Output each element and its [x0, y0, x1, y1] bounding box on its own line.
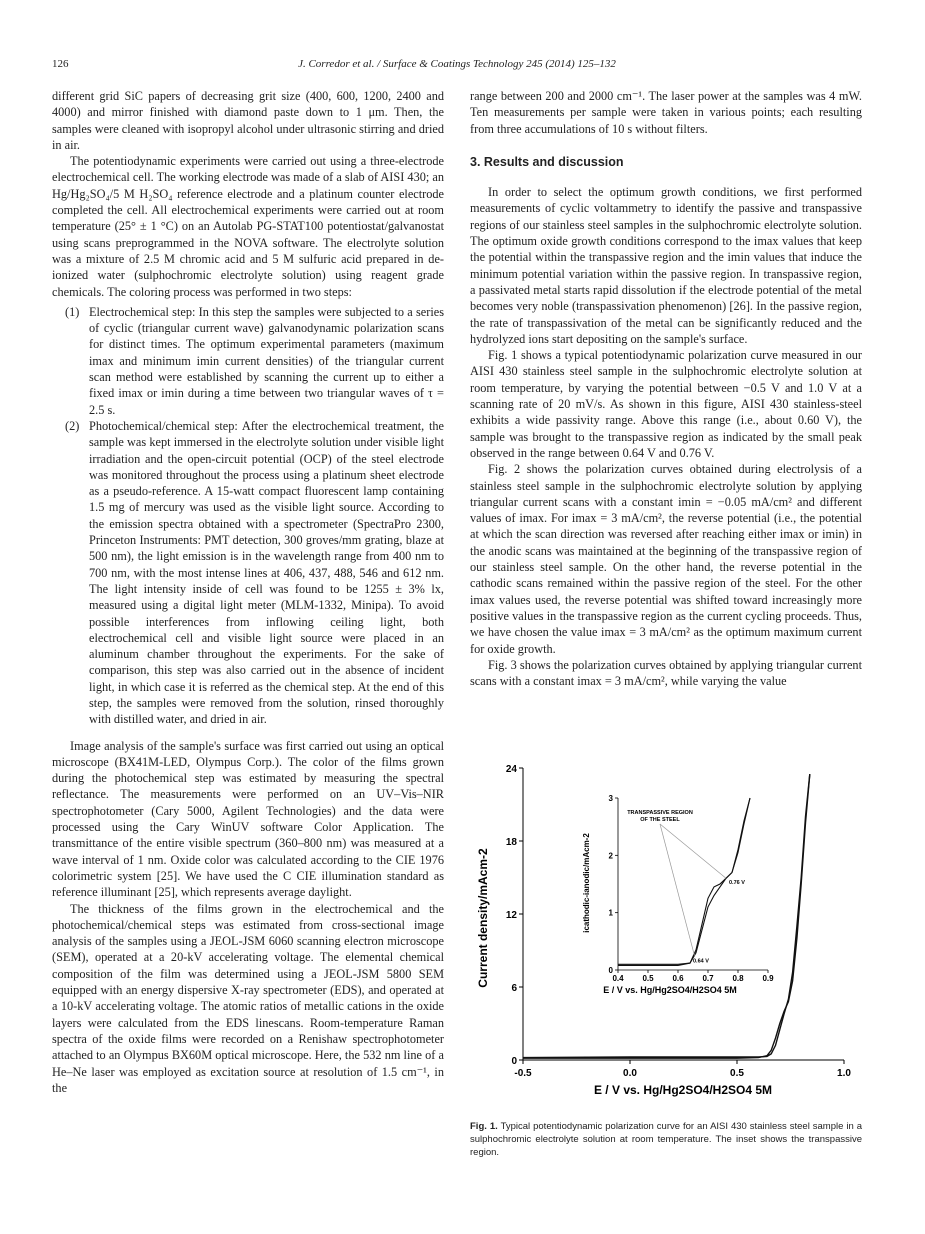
annotation-064v: 0.64 V: [693, 958, 709, 965]
caption-label: Fig. 1.: [470, 1121, 498, 1132]
step-item: [52, 418, 444, 728]
inset-x-tick-label: 0.4: [612, 974, 624, 983]
inset-y-tick-label: 3: [608, 794, 613, 803]
inset-x-tick-label: 0.9: [762, 974, 774, 983]
figure-caption: [470, 1120, 862, 1159]
inset-x-axis-label: E / V vs. Hg/Hg2SO4/H2SO4 5M: [603, 985, 737, 995]
right-column: [470, 88, 862, 689]
figure-1: [470, 758, 862, 1097]
paragraph: The potentiodynamic experiments were carried out using a three-electrode electrochemical cell. The working electrode was made of a slab of AISI 430; an Hg/Hg₂SO₄/5 M H₂SO₄ reference electrode and a platinum counter electrode completed the cell. All electrochemical experiments were carried out at room temperature (25° ± 1 °C) on an Autolab PG-STAT100 potentiostat/galvanostat using scans preprogrammed in the NOVA software. The electrolyte solution was a mixture of 2.5 M chromic acid and 5 M sulfuric acid prepared in de-ionized water (sulphochromic electrolyte solution) using reagent grade chemicals. The coloring process was performed in two steps:: [52, 154, 444, 299]
inset-y-tick-label: 1: [608, 908, 613, 918]
step-item: [52, 304, 444, 418]
paragraph: different grid SiC papers of decreasing grit size (400, 600, 1200, 2400 and 4000) and mirror finished with diamond paste down to 1 μm. Then, the samples were cleaned with isopropyl alcohol under ultrasonic stirring and dried in air.: [52, 89, 444, 152]
x-tick-label: -0.5: [514, 1068, 532, 1079]
inset-y-tick-label: 2: [608, 851, 613, 861]
page-number: 126: [52, 58, 69, 70]
transpassive-annotation: OF THE STEEL: [640, 817, 680, 823]
x-tick-label: 0.0: [623, 1068, 637, 1079]
caption-text: Typical potentiodynamic polarization curve for an AISI 430 stainless steel sample in a sulphochromic electrolyte solution at room temperature. The inset shows the transpassive region.: [470, 1121, 863, 1158]
inset-x-tick-label: 0.8: [732, 974, 744, 983]
annotation-076v: 0.76 V: [729, 880, 745, 886]
y-tick-label: 6: [511, 983, 517, 994]
y-tick-label: 0: [511, 1056, 517, 1067]
x-tick-label: 1.0: [837, 1068, 851, 1079]
y-axis-label: Current density/mAcm-2: [476, 848, 490, 988]
y-tick-label: 24: [505, 764, 517, 775]
inset-chart: [582, 794, 774, 995]
inset-x-tick-label: 0.7: [702, 974, 714, 983]
step-number: (2): [65, 418, 80, 433]
inset-y-tick-label: 0: [608, 966, 613, 975]
inset-y-axis-label: icathodic-ianodic/mAcm-2: [582, 833, 591, 933]
transpassive-annotation: TRANSPASSIVE REGION: [627, 810, 693, 816]
paragraph: Image analysis of the sample's surface was first carried out using an optical microscope (BX41M-LED, Olympus Corp.). The color of the films grown during the photochemical step was estimated by measuring the spectral reflectance. The measurements were performed on an UV–Vis–NIR spectrophotometer (Cary 5000, Agilent Technologies) and the data were processed using the Cary WinUV software Color Application. The transmittance of the entire visible spectrum (360–800 nm) was measured at a wave interval of 1 nm. Oxide color was calculated according to the CIE 1976 colorimetric system [25]. We have used the C CIE illumination standard as reference illuminant [25], which represents average daylight.: [52, 738, 444, 900]
x-tick-label: 0.5: [730, 1068, 744, 1079]
section-title: 3. Results and discussion: [470, 154, 624, 169]
x-axis-label: E / V vs. Hg/Hg2SO4/H2SO4 5M: [593, 1083, 773, 1097]
running-header: [52, 58, 862, 74]
polarization-chart: [470, 758, 862, 1097]
inset-x-tick-label: 0.6: [672, 974, 684, 983]
annotation-line: [660, 824, 726, 878]
inset-x-tick-label: 0.5: [642, 974, 654, 983]
step-text: Electrochemical step: In this step the samples were subjected to a series of cyclic (triangular current wave) galvanodynamic polarization scans for distinct times. The optimum experimental parameters (maximum imax and minimum imin current densities) of the triangular current scan method were established by scanning the current up to either a fixed imax or imin during a time between two triangular waves of τ = 2.5 s.: [89, 304, 444, 417]
y-tick-label: 12: [505, 910, 517, 921]
paragraph: range between 200 and 2000 cm⁻¹. The laser power at the samples was 4 mW. Ten measurements per sample were taken in various points; each resulting from three accumulations of 10 s without filters.: [470, 89, 862, 136]
paragraph: Fig. 2 shows the polarization curves obtained during electrolysis of a stainless steel sample in the sulphochromic electrolyte solution by applying triangular current scans with a constant imin = −0.05 mA/cm² and different values of imax. For imax = 3 mA/cm², the reverse potential (i.e., the potential at which the scan direction was reversed after reaching either imax or imin) in the anodic scans was maintained at the beginning of the transpassive region of our stainless steel sample. On the other hand, the reverse potential in the cathodic scans remained within the passive region of the steel. For the other imax values used, the reverse potential was shifted toward increasingly more positive values in the transpassive region as the current cycling proceeds. Thus, we have chosen the value imax = 3 mA/cm² as the optimum maximum current for oxide growth.: [470, 462, 862, 656]
paragraph: In order to select the optimum growth conditions, we first performed measurements of cyclic voltammetry to identify the passive and transpassive regions of our stainless steel samples in the sulphochromic electrolyte solution. The optimum oxide growth conditions correspond to the imax values that keep the potential within the transpassive region and the imin values that induce the minimum potential variation within the passive region. In transpassive region, a passivated metal starts rapid dissolution if the electrode potential of the metal becomes very noble (transpassivation phenomenon) [26]. In the passive region, the rate of transpassivation of the metal can be significantly reduced and the hydrolyzed ions start depositing on the sample's surface.: [470, 185, 862, 346]
y-tick-label: 18: [505, 837, 517, 848]
step-number: (1): [65, 304, 80, 319]
left-column: [52, 88, 444, 1096]
inset-ticks: [609, 794, 775, 983]
journal-citation: J. Corredor et al. / Surface & Coatings Technology 245 (2014) 125–132: [298, 58, 616, 70]
paragraph: Fig. 1 shows a typical potentiodynamic polarization curve measured in our AISI 430 stainless steel sample in the sulphochromic electrolyte solution at room temperature, by varying the potential between −0.5 V and 1.0 V at a scanning rate of 20 mV/s. As shown in this figure, AISI 430 stainless-steel exhibits a wide passivity range. Above this range (i.e., about 0.60 V), the sample was brought to the transpassive region as indicated by the small peak observed in the range between 0.64 V and 0.76 V.: [470, 348, 862, 460]
step-text: Photochemical/chemical step: After the electrochemical treatment, the sample was kept immersed in the electrolyte solution under visible light irradiation and the open-circuit potential (OCP) of the steel electrode was monitored throughout the process using a platinum sheet electrode as a pseudo-reference. A 15-watt compact fluorescent lamp containing 1.5 mg of mercury was used as the visible light source. According to the emission spectra obtained with a spectrometer (SpectraPro 2300, Princeton Instruments: PMT detection, 300 groves/mm grating, blaze at 500 nm), the light emission is in the wavelength range from 400 nm to 700 nm, with the most intense lines at 406, 437, 488, 546 and 612 nm. The light intensity inside of cell was found to be 1255 ± 3% lx, measured using a digital light meter (MLM-1332, Minipa). To avoid possible interferences from inflowing ceiling light, both electrochemical cell and visible light source were placed in an aluminum chamber throughout the experiments. For the sake of comparison, this step was also carried out in the absence of incident light, in which case it is referred as the chemical step. At the end of this step, the samples were removed from the solution, rinsed thoroughly with distilled water, and dried in air.: [89, 418, 444, 727]
annotation-line: [660, 824, 695, 956]
paragraph: Fig. 3 shows the polarization curves obtained by applying triangular current scans with a constant imax = 3 mA/cm², while varying the value: [470, 657, 862, 689]
step-list: [52, 304, 444, 728]
paragraph: The thickness of the films grown in the electrochemical and the photochemical/chemical steps was estimated from cross-sectional image analysis of the samples using a JEOL-JSM 6060 scanning electron microscope (SEM), operated at a 20-kV accelerating voltage. The elemental chemical composition of the film was determined using a JEOL-JSM 5800 SEM equipped with an energy dispersive X-ray spectrometer (EDS), and operated at a 10-kV accelerating voltage. The atomic ratios of metallic cations in the oxide layers were calculated from the EDS linescans. Room-temperature Raman spectra of the oxide films were recorded on a Renishaw spectrophotometer attached to an Olympus BX60M optical microscope. Here, the 532 nm line of a He–Ne laser was employed as excitation source at resolution of 1.5 cm⁻¹, in the: [52, 901, 444, 1095]
